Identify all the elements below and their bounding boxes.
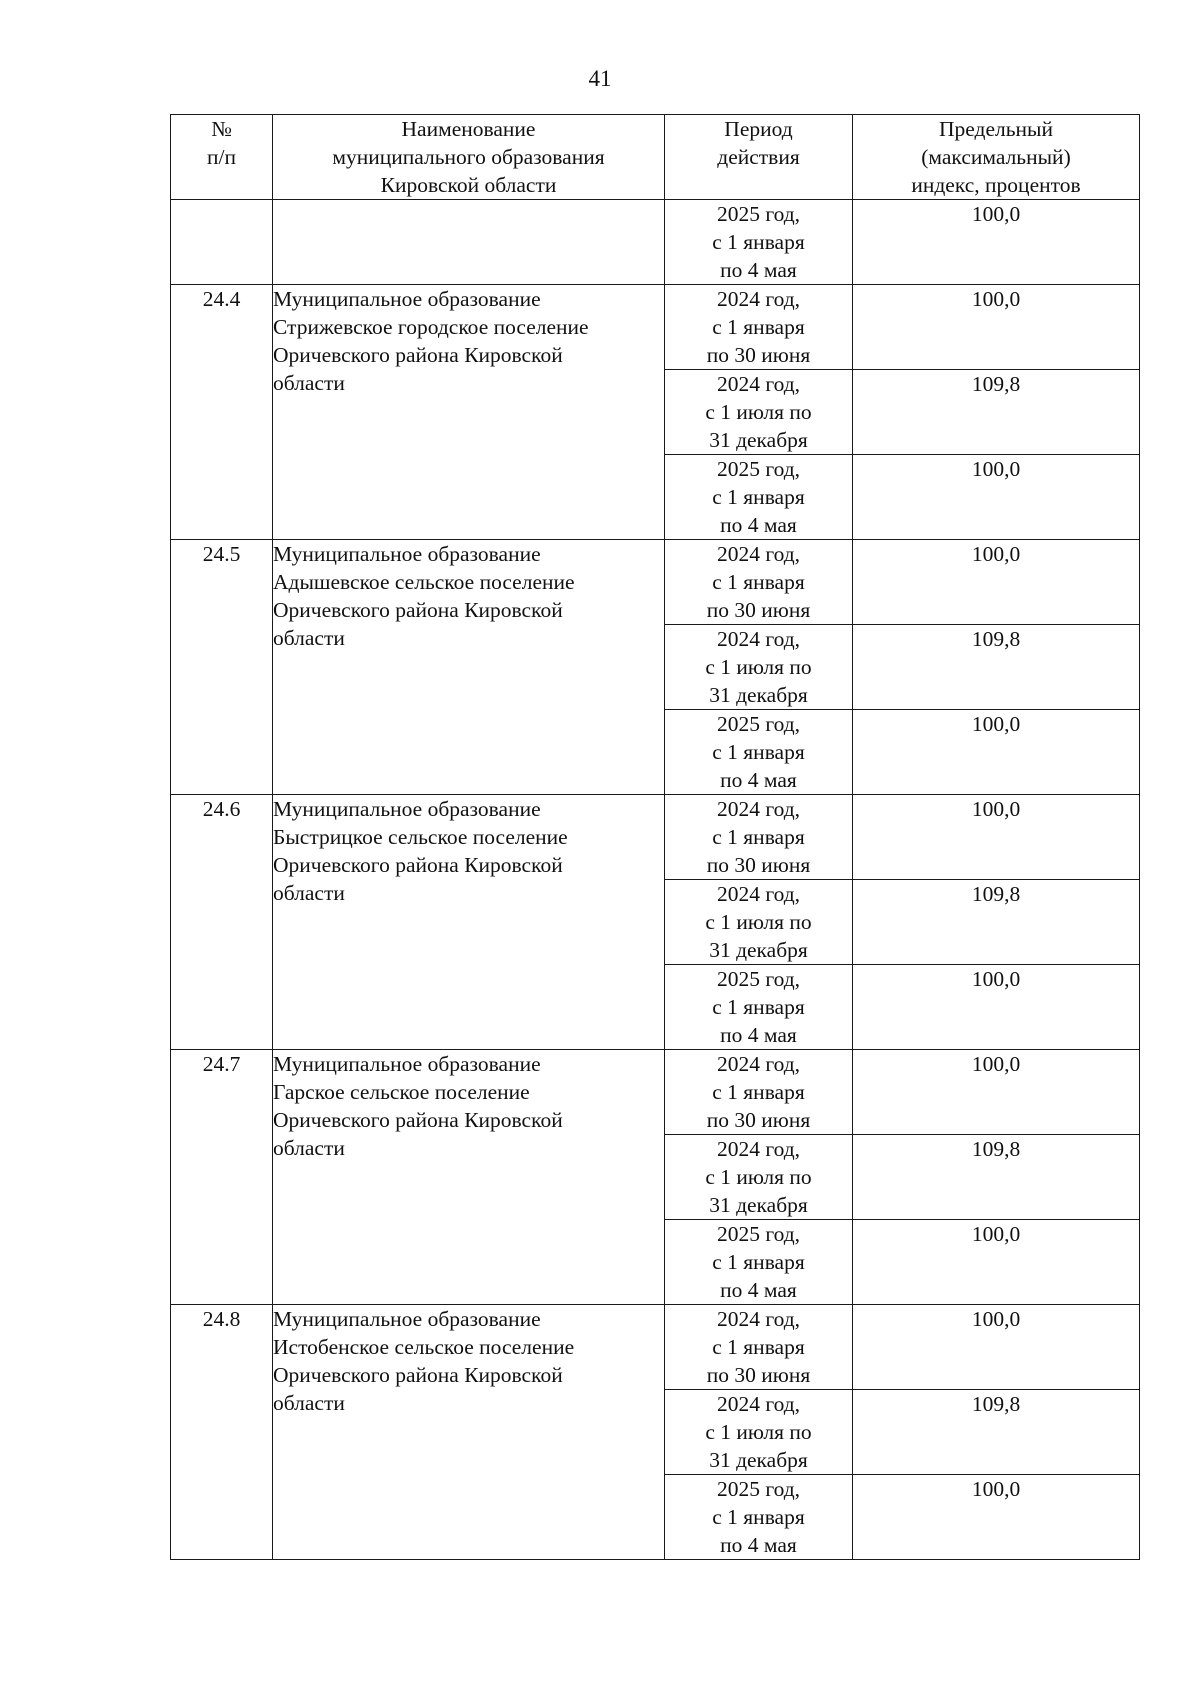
period-line: с 1 января xyxy=(712,995,805,1019)
period-line: 2024 год, xyxy=(716,1392,801,1416)
period-line: с 1 июля по xyxy=(705,910,812,934)
period-line: с 1 января xyxy=(712,1250,805,1274)
period-cell xyxy=(665,1475,853,1560)
index-value-cell: 109,8 xyxy=(853,625,1140,710)
header-period-line: Период xyxy=(724,117,793,141)
municipality-name-line: области xyxy=(273,1391,345,1415)
table-row xyxy=(171,795,1140,880)
row-number-cell: 24.7 xyxy=(171,1050,273,1305)
period-line: с 1 января xyxy=(712,825,805,849)
period-line: с 1 января xyxy=(712,1080,805,1104)
period-cell xyxy=(665,200,853,285)
period-line: по 30 июня xyxy=(706,853,811,877)
index-value-cell: 100,0 xyxy=(853,795,1140,880)
row-number-cell: 24.8 xyxy=(171,1305,273,1560)
municipality-name-line: Истобенское сельское поселение xyxy=(273,1335,575,1359)
header-index-line: Предельный xyxy=(938,117,1053,141)
row-number-cell xyxy=(171,200,273,285)
period-line: по 30 июня xyxy=(706,343,811,367)
row-number-cell: 24.5 xyxy=(171,540,273,795)
period-cell xyxy=(665,285,853,370)
index-value-cell: 100,0 xyxy=(853,1305,1140,1390)
period-line: 2024 год, xyxy=(716,542,801,566)
header-number-line: № xyxy=(211,117,232,141)
municipality-name-cell xyxy=(273,540,665,795)
period-line: 2024 год, xyxy=(716,797,801,821)
municipality-name-line: области xyxy=(273,1136,345,1160)
index-value-cell: 100,0 xyxy=(853,200,1140,285)
period-cell xyxy=(665,370,853,455)
index-value-cell: 109,8 xyxy=(853,1135,1140,1220)
period-line: 2025 год, xyxy=(716,1222,801,1246)
header-number xyxy=(171,115,273,200)
table-row xyxy=(171,1050,1140,1135)
header-period xyxy=(665,115,853,200)
header-row xyxy=(171,115,1140,200)
period-line: 31 декабря xyxy=(709,683,808,707)
period-line: 31 декабря xyxy=(709,428,808,452)
header-index xyxy=(853,115,1140,200)
period-line: с 1 января xyxy=(712,485,805,509)
period-line: по 4 мая xyxy=(720,1533,797,1557)
period-line: с 1 января xyxy=(712,570,805,594)
index-value-cell: 109,8 xyxy=(853,880,1140,965)
municipality-name-line: области xyxy=(273,371,345,395)
header-name-line: Наименование xyxy=(401,117,536,141)
header-name-line: муниципального образования xyxy=(332,145,605,169)
period-line: 2025 год, xyxy=(716,457,801,481)
index-value-cell: 100,0 xyxy=(853,965,1140,1050)
period-line: с 1 января xyxy=(712,230,805,254)
index-value-cell: 100,0 xyxy=(853,455,1140,540)
municipality-name-line: Гарское сельское поселение xyxy=(273,1080,530,1104)
page-number: 41 xyxy=(588,66,612,91)
period-line: по 4 мая xyxy=(720,258,797,282)
municipality-name-line: Муниципальное образование xyxy=(273,287,541,311)
municipality-name-line: Оричевского района Кировской xyxy=(273,598,563,622)
period-line: 2024 год, xyxy=(716,882,801,906)
municipality-name-line: Оричевского района Кировской xyxy=(273,1108,563,1132)
header-name xyxy=(273,115,665,200)
period-line: 2025 год, xyxy=(716,1477,801,1501)
municipality-name-line: Оричевского района Кировской xyxy=(273,343,563,367)
period-line: 2024 год, xyxy=(716,372,801,396)
period-cell xyxy=(665,1135,853,1220)
header-period-line: действия xyxy=(717,145,800,169)
period-cell xyxy=(665,625,853,710)
period-line: по 30 июня xyxy=(706,1363,811,1387)
period-line: по 4 мая xyxy=(720,513,797,537)
municipality-name-cell xyxy=(273,285,665,540)
municipality-name-line: Оричевского района Кировской xyxy=(273,1363,563,1387)
municipality-name-line: Муниципальное образование xyxy=(273,1307,541,1331)
municipality-name-cell xyxy=(273,795,665,1050)
period-cell xyxy=(665,965,853,1050)
municipality-name-line: Муниципальное образование xyxy=(273,1052,541,1076)
row-number-cell: 24.6 xyxy=(171,795,273,1050)
period-line: 2024 год, xyxy=(716,287,801,311)
period-line: 2024 год, xyxy=(716,1137,801,1161)
period-line: с 1 января xyxy=(712,740,805,764)
table-row xyxy=(171,200,1140,285)
municipality-name-line: области xyxy=(273,626,345,650)
municipality-name-line: Муниципальное образование xyxy=(273,542,541,566)
municipality-name-cell xyxy=(273,1305,665,1560)
period-line: с 1 июля по xyxy=(705,1165,812,1189)
period-line: с 1 января xyxy=(712,315,805,339)
period-line: по 4 мая xyxy=(720,768,797,792)
period-line: 31 декабря xyxy=(709,1448,808,1472)
period-line: 2025 год, xyxy=(716,202,801,226)
table-body xyxy=(171,200,1140,1560)
period-line: с 1 января xyxy=(712,1335,805,1359)
period-cell xyxy=(665,795,853,880)
period-cell xyxy=(665,1220,853,1305)
index-value-cell: 100,0 xyxy=(853,710,1140,795)
period-cell xyxy=(665,540,853,625)
period-cell xyxy=(665,1390,853,1475)
period-cell xyxy=(665,1050,853,1135)
period-line: 31 декабря xyxy=(709,938,808,962)
municipality-name-line: Оричевского района Кировской xyxy=(273,853,563,877)
index-value-cell: 100,0 xyxy=(853,540,1140,625)
period-line: с 1 июля по xyxy=(705,400,812,424)
index-value-cell: 109,8 xyxy=(853,370,1140,455)
municipality-name-line: Быстрицкое сельское поселение xyxy=(273,825,568,849)
period-cell xyxy=(665,1305,853,1390)
period-cell xyxy=(665,710,853,795)
period-line: с 1 января xyxy=(712,1505,805,1529)
period-line: 2025 год, xyxy=(716,967,801,991)
row-name-cell xyxy=(273,200,665,285)
period-line: по 30 июня xyxy=(706,1108,811,1132)
period-line: 2024 год, xyxy=(716,1307,801,1331)
municipality-name-cell xyxy=(273,1050,665,1305)
period-line: 2025 год, xyxy=(716,712,801,736)
index-value-cell: 109,8 xyxy=(853,1390,1140,1475)
period-line: с 1 июля по xyxy=(705,655,812,679)
table-row xyxy=(171,1305,1140,1390)
row-number-cell: 24.4 xyxy=(171,285,273,540)
period-cell xyxy=(665,880,853,965)
period-line: 2024 год, xyxy=(716,1052,801,1076)
table-row xyxy=(171,540,1140,625)
municipality-name-line: Адышевское сельское поселение xyxy=(273,570,575,594)
period-line: по 4 мая xyxy=(720,1278,797,1302)
municipality-name-line: Стрижевское городское поселение xyxy=(273,315,589,339)
period-line: с 1 июля по xyxy=(705,1420,812,1444)
header-name-line: Кировской области xyxy=(380,173,557,197)
municipality-name-line: Муниципальное образование xyxy=(273,797,541,821)
period-line: по 30 июня xyxy=(706,598,811,622)
index-value-cell: 100,0 xyxy=(853,1475,1140,1560)
index-value-cell: 100,0 xyxy=(853,1050,1140,1135)
period-line: по 4 мая xyxy=(720,1023,797,1047)
header-index-line: индекс, процентов xyxy=(911,173,1081,197)
table-row xyxy=(171,285,1140,370)
index-value-cell: 100,0 xyxy=(853,1220,1140,1305)
period-line: 2024 год, xyxy=(716,627,801,651)
table-header xyxy=(171,115,1140,200)
index-value-cell: 100,0 xyxy=(853,285,1140,370)
period-cell xyxy=(665,455,853,540)
index-table xyxy=(170,114,1140,1560)
period-line: 31 декабря xyxy=(709,1193,808,1217)
municipality-name-line: области xyxy=(273,881,345,905)
header-number-line: п/п xyxy=(207,145,236,169)
header-index-line: (максимальный) xyxy=(921,145,1071,169)
